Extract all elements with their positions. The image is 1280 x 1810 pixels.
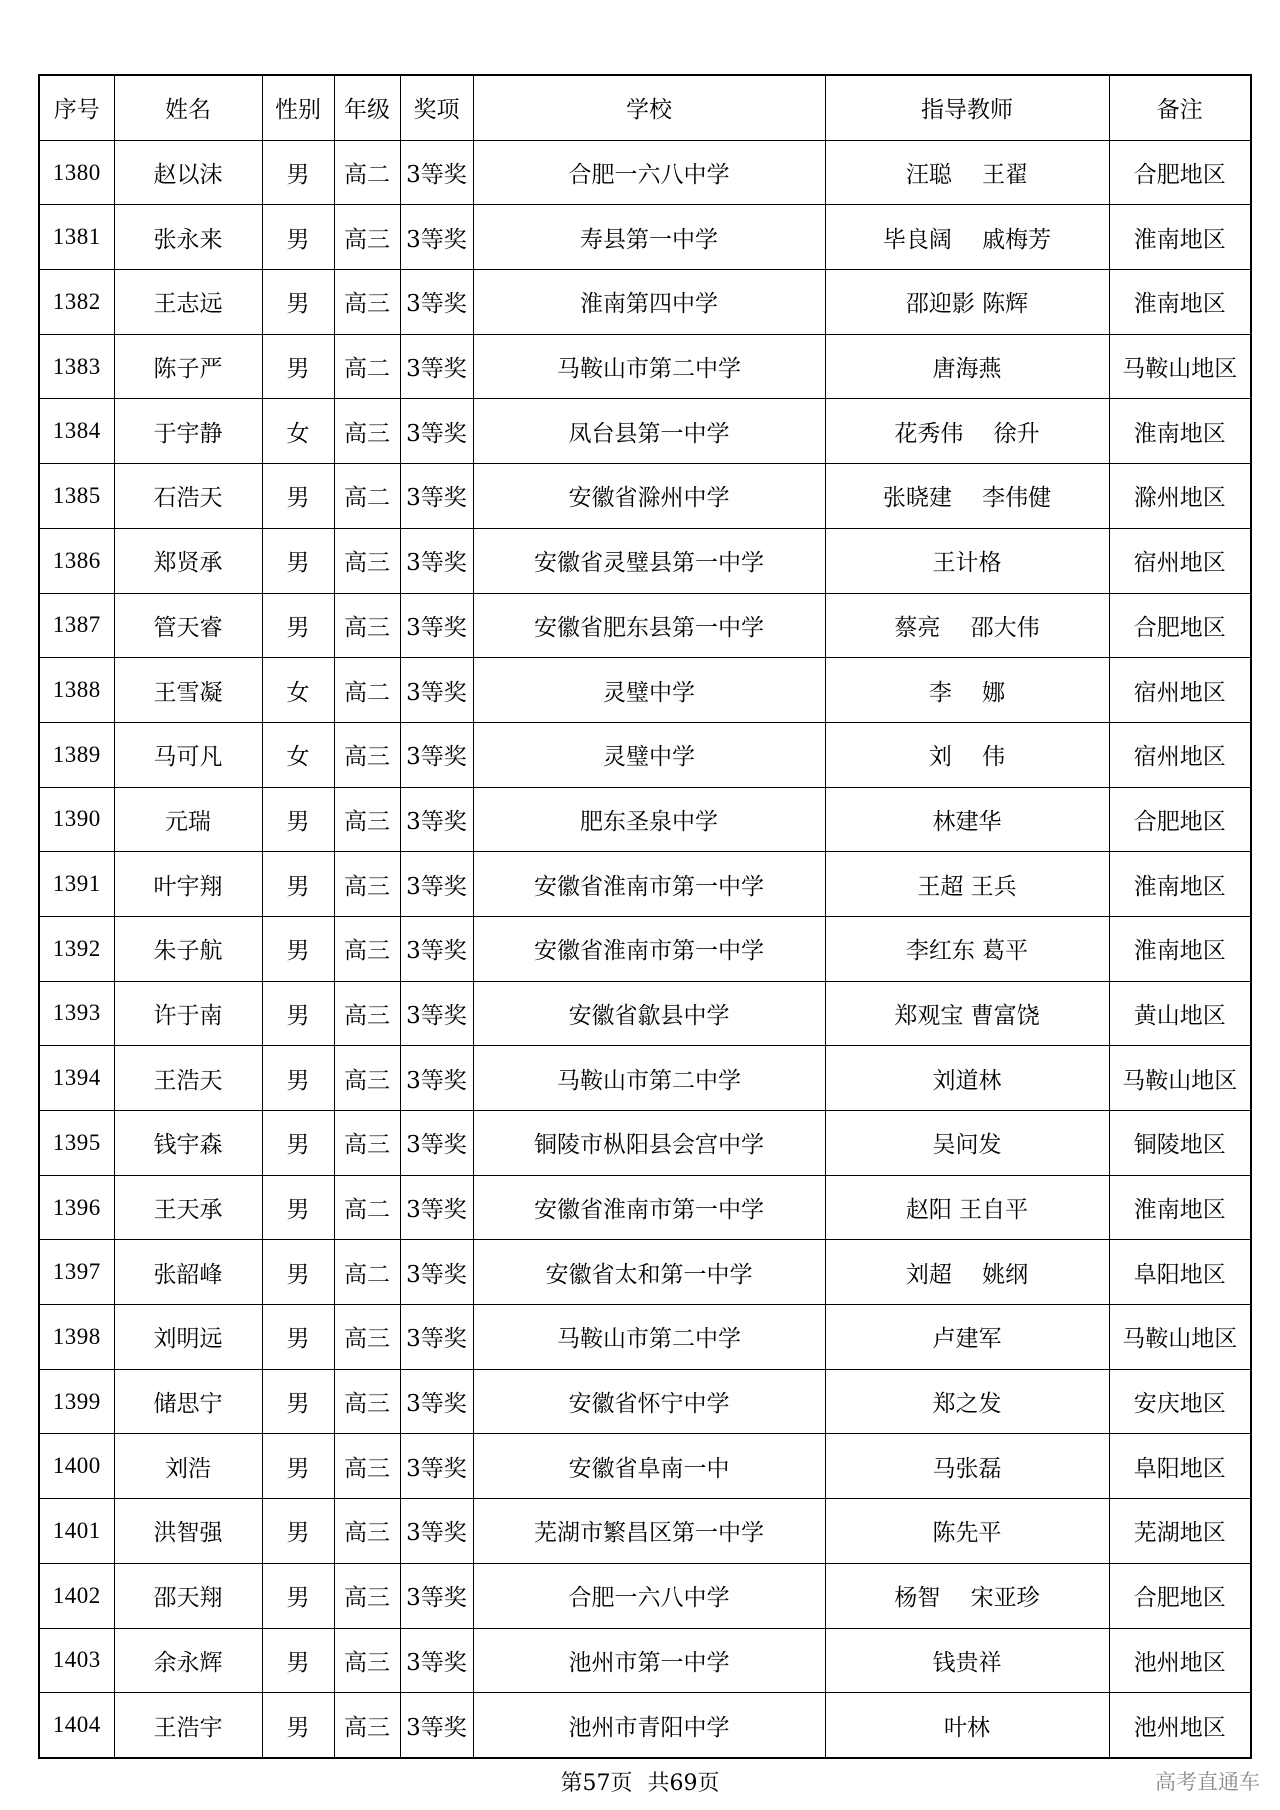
table-row [39, 1628, 1251, 1693]
cell-teacher: 张晓建 李伟健 [825, 464, 1109, 529]
cell-school: 灵璧中学 [473, 658, 825, 723]
cell-name: 王雪凝 [114, 658, 262, 723]
cell-award: 3等奖 [400, 1240, 473, 1305]
cell-number: 1392 [39, 916, 114, 981]
cell-number: 1386 [39, 528, 114, 593]
table-row [39, 1563, 1251, 1628]
cell-award: 3等奖 [400, 464, 473, 529]
cell-region: 淮南地区 [1109, 270, 1251, 335]
table-row [39, 140, 1251, 205]
table-row [39, 1305, 1251, 1370]
header-cell: 性别 [262, 75, 334, 140]
cell-grade: 高二 [334, 1175, 400, 1240]
cell-school: 铜陵市枞阳县会宫中学 [473, 1111, 825, 1176]
cell-award: 3等奖 [400, 140, 473, 205]
table-row [39, 1111, 1251, 1176]
cell-teacher: 卢建军 [825, 1305, 1109, 1370]
cell-gender: 男 [262, 1111, 334, 1176]
cell-teacher: 赵阳 王自平 [825, 1175, 1109, 1240]
cell-grade: 高三 [334, 1628, 400, 1693]
cell-school: 寿县第一中学 [473, 205, 825, 270]
table-row [39, 916, 1251, 981]
table-row [39, 1693, 1251, 1758]
cell-teacher: 唐海燕 [825, 334, 1109, 399]
cell-grade: 高三 [334, 270, 400, 335]
cell-name: 刘明远 [114, 1305, 262, 1370]
cell-teacher: 刘超 姚纲 [825, 1240, 1109, 1305]
cell-number: 1387 [39, 593, 114, 658]
cell-name: 余永辉 [114, 1628, 262, 1693]
cell-award: 3等奖 [400, 334, 473, 399]
cell-name: 管天睿 [114, 593, 262, 658]
cell-region: 淮南地区 [1109, 399, 1251, 464]
cell-award: 3等奖 [400, 787, 473, 852]
cell-grade: 高三 [334, 1563, 400, 1628]
cell-region: 淮南地区 [1109, 852, 1251, 917]
cell-grade: 高三 [334, 981, 400, 1046]
cell-name: 储思宁 [114, 1369, 262, 1434]
cell-number: 1381 [39, 205, 114, 270]
cell-region: 铜陵地区 [1109, 1111, 1251, 1176]
cell-region: 淮南地区 [1109, 1175, 1251, 1240]
cell-teacher: 蔡亮 邵大伟 [825, 593, 1109, 658]
cell-number: 1396 [39, 1175, 114, 1240]
cell-gender: 男 [262, 852, 334, 917]
cell-name: 刘浩 [114, 1434, 262, 1499]
cell-name: 叶宇翔 [114, 852, 262, 917]
cell-teacher: 吴问发 [825, 1111, 1109, 1176]
cell-grade: 高三 [334, 1305, 400, 1370]
table-row [39, 1175, 1251, 1240]
cell-award: 3等奖 [400, 399, 473, 464]
cell-teacher: 李红东 葛平 [825, 916, 1109, 981]
cell-teacher: 陈先平 [825, 1499, 1109, 1564]
cell-teacher: 王超 王兵 [825, 852, 1109, 917]
page-total: 共69页 [647, 1771, 720, 1796]
cell-number: 1389 [39, 722, 114, 787]
cell-number: 1384 [39, 399, 114, 464]
cell-grade: 高三 [334, 1434, 400, 1499]
cell-school: 安徽省淮南市第一中学 [473, 916, 825, 981]
cell-grade: 高三 [334, 852, 400, 917]
cell-grade: 高三 [334, 916, 400, 981]
cell-region: 池州地区 [1109, 1628, 1251, 1693]
cell-school: 池州市青阳中学 [473, 1693, 825, 1758]
cell-number: 1401 [39, 1499, 114, 1564]
header-cell: 备注 [1109, 75, 1251, 140]
cell-award: 3等奖 [400, 916, 473, 981]
cell-teacher: 毕良阔 戚梅芳 [825, 205, 1109, 270]
cell-gender: 女 [262, 658, 334, 723]
cell-number: 1382 [39, 270, 114, 335]
table-row [39, 205, 1251, 270]
cell-award: 3等奖 [400, 1111, 473, 1176]
cell-award: 3等奖 [400, 270, 473, 335]
cell-gender: 男 [262, 1240, 334, 1305]
cell-teacher: 王计格 [825, 528, 1109, 593]
cell-grade: 高三 [334, 1046, 400, 1111]
cell-number: 1385 [39, 464, 114, 529]
table-row [39, 1240, 1251, 1305]
cell-teacher: 刘道林 [825, 1046, 1109, 1111]
cell-region: 安庆地区 [1109, 1369, 1251, 1434]
page-current: 第57页 [560, 1771, 633, 1796]
page-number [0, 1766, 1280, 1797]
cell-number: 1390 [39, 787, 114, 852]
table-row [39, 787, 1251, 852]
cell-school: 芜湖市繁昌区第一中学 [473, 1499, 825, 1564]
cell-number: 1388 [39, 658, 114, 723]
cell-award: 3等奖 [400, 722, 473, 787]
cell-school: 凤台县第一中学 [473, 399, 825, 464]
cell-teacher: 林建华 [825, 787, 1109, 852]
cell-name: 郑贤承 [114, 528, 262, 593]
cell-region: 合肥地区 [1109, 593, 1251, 658]
cell-region: 宿州地区 [1109, 528, 1251, 593]
cell-award: 3等奖 [400, 1369, 473, 1434]
cell-teacher: 钱贵祥 [825, 1628, 1109, 1693]
cell-name: 石浩天 [114, 464, 262, 529]
cell-school: 安徽省滁州中学 [473, 464, 825, 529]
cell-grade: 高三 [334, 593, 400, 658]
cell-grade: 高三 [334, 1111, 400, 1176]
cell-teacher: 杨智 宋亚珍 [825, 1563, 1109, 1628]
cell-grade: 高二 [334, 334, 400, 399]
cell-number: 1391 [39, 852, 114, 917]
cell-school: 池州市第一中学 [473, 1628, 825, 1693]
watermark: 高考直通车 [1155, 1770, 1260, 1794]
cell-teacher: 花秀伟 徐升 [825, 399, 1109, 464]
award-table [38, 74, 1252, 1759]
cell-name: 邵天翔 [114, 1563, 262, 1628]
table-body [39, 140, 1251, 1758]
header-row [39, 75, 1251, 140]
cell-gender: 男 [262, 1628, 334, 1693]
cell-region: 马鞍山地区 [1109, 334, 1251, 399]
cell-name: 于宇静 [114, 399, 262, 464]
cell-number: 1380 [39, 140, 114, 205]
cell-teacher: 刘 伟 [825, 722, 1109, 787]
cell-region: 滁州地区 [1109, 464, 1251, 529]
cell-name: 王浩天 [114, 1046, 262, 1111]
cell-teacher: 郑之发 [825, 1369, 1109, 1434]
cell-school: 马鞍山市第二中学 [473, 334, 825, 399]
cell-grade: 高三 [334, 399, 400, 464]
table-row [39, 658, 1251, 723]
cell-gender: 女 [262, 399, 334, 464]
cell-school: 马鞍山市第二中学 [473, 1305, 825, 1370]
cell-region: 阜阳地区 [1109, 1240, 1251, 1305]
cell-region: 合肥地区 [1109, 140, 1251, 205]
header-cell: 奖项 [400, 75, 473, 140]
cell-teacher: 李 娜 [825, 658, 1109, 723]
cell-region: 芜湖地区 [1109, 1499, 1251, 1564]
cell-number: 1404 [39, 1693, 114, 1758]
cell-name: 元瑞 [114, 787, 262, 852]
cell-gender: 男 [262, 1305, 334, 1370]
cell-award: 3等奖 [400, 1693, 473, 1758]
cell-name: 王天承 [114, 1175, 262, 1240]
cell-gender: 男 [262, 1434, 334, 1499]
cell-school: 安徽省淮南市第一中学 [473, 1175, 825, 1240]
cell-number: 1395 [39, 1111, 114, 1176]
cell-region: 淮南地区 [1109, 205, 1251, 270]
cell-gender: 男 [262, 1563, 334, 1628]
cell-number: 1397 [39, 1240, 114, 1305]
cell-teacher: 叶林 [825, 1693, 1109, 1758]
cell-award: 3等奖 [400, 1628, 473, 1693]
cell-name: 王浩宇 [114, 1693, 262, 1758]
cell-award: 3等奖 [400, 1563, 473, 1628]
cell-name: 张韶峰 [114, 1240, 262, 1305]
cell-region: 阜阳地区 [1109, 1434, 1251, 1499]
cell-region: 宿州地区 [1109, 658, 1251, 723]
header-cell: 姓名 [114, 75, 262, 140]
cell-grade: 高三 [334, 1499, 400, 1564]
table-row [39, 399, 1251, 464]
cell-award: 3等奖 [400, 1305, 473, 1370]
cell-award: 3等奖 [400, 981, 473, 1046]
cell-teacher: 邵迎影 陈辉 [825, 270, 1109, 335]
cell-grade: 高二 [334, 1240, 400, 1305]
table-row [39, 1046, 1251, 1111]
table-row [39, 464, 1251, 529]
cell-grade: 高三 [334, 787, 400, 852]
table-row [39, 981, 1251, 1046]
cell-school: 安徽省肥东县第一中学 [473, 593, 825, 658]
table-row [39, 334, 1251, 399]
cell-name: 钱宇森 [114, 1111, 262, 1176]
cell-gender: 男 [262, 464, 334, 529]
cell-gender: 男 [262, 205, 334, 270]
cell-award: 3等奖 [400, 593, 473, 658]
cell-region: 合肥地区 [1109, 1563, 1251, 1628]
cell-school: 合肥一六八中学 [473, 140, 825, 205]
cell-gender: 男 [262, 1499, 334, 1564]
cell-region: 宿州地区 [1109, 722, 1251, 787]
cell-name: 洪智强 [114, 1499, 262, 1564]
cell-name: 许于南 [114, 981, 262, 1046]
header-cell: 学校 [473, 75, 825, 140]
cell-gender: 男 [262, 1693, 334, 1758]
cell-region: 合肥地区 [1109, 787, 1251, 852]
cell-region: 黄山地区 [1109, 981, 1251, 1046]
table-row [39, 528, 1251, 593]
cell-award: 3等奖 [400, 1046, 473, 1111]
cell-region: 池州地区 [1109, 1693, 1251, 1758]
cell-school: 马鞍山市第二中学 [473, 1046, 825, 1111]
cell-award: 3等奖 [400, 205, 473, 270]
cell-teacher: 汪聪 王翟 [825, 140, 1109, 205]
cell-gender: 男 [262, 1175, 334, 1240]
cell-award: 3等奖 [400, 658, 473, 723]
cell-number: 1399 [39, 1369, 114, 1434]
cell-gender: 男 [262, 787, 334, 852]
cell-gender: 男 [262, 1046, 334, 1111]
cell-gender: 女 [262, 722, 334, 787]
cell-school: 安徽省太和第一中学 [473, 1240, 825, 1305]
cell-grade: 高三 [334, 528, 400, 593]
cell-grade: 高三 [334, 205, 400, 270]
cell-award: 3等奖 [400, 1175, 473, 1240]
table-row [39, 852, 1251, 917]
cell-school: 安徽省淮南市第一中学 [473, 852, 825, 917]
cell-gender: 男 [262, 528, 334, 593]
cell-teacher: 郑观宝 曹富饶 [825, 981, 1109, 1046]
cell-grade: 高二 [334, 140, 400, 205]
cell-school: 安徽省阜南一中 [473, 1434, 825, 1499]
cell-school: 淮南第四中学 [473, 270, 825, 335]
cell-name: 赵以沫 [114, 140, 262, 205]
header-cell: 年级 [334, 75, 400, 140]
cell-number: 1383 [39, 334, 114, 399]
cell-number: 1400 [39, 1434, 114, 1499]
cell-gender: 男 [262, 270, 334, 335]
cell-school: 安徽省歙县中学 [473, 981, 825, 1046]
cell-school: 灵璧中学 [473, 722, 825, 787]
cell-region: 马鞍山地区 [1109, 1046, 1251, 1111]
cell-name: 朱子航 [114, 916, 262, 981]
cell-grade: 高三 [334, 722, 400, 787]
cell-number: 1403 [39, 1628, 114, 1693]
cell-gender: 男 [262, 334, 334, 399]
cell-award: 3等奖 [400, 528, 473, 593]
table-row [39, 1434, 1251, 1499]
cell-grade: 高三 [334, 1369, 400, 1434]
cell-teacher: 马张磊 [825, 1434, 1109, 1499]
award-sheet [38, 74, 1252, 1759]
cell-name: 张永来 [114, 205, 262, 270]
cell-school: 安徽省灵璧县第一中学 [473, 528, 825, 593]
cell-grade: 高二 [334, 658, 400, 723]
cell-school: 肥东圣泉中学 [473, 787, 825, 852]
cell-gender: 男 [262, 981, 334, 1046]
table-row [39, 593, 1251, 658]
table-row [39, 1369, 1251, 1434]
cell-school: 合肥一六八中学 [473, 1563, 825, 1628]
cell-award: 3等奖 [400, 1434, 473, 1499]
cell-grade: 高二 [334, 464, 400, 529]
cell-gender: 男 [262, 593, 334, 658]
cell-number: 1394 [39, 1046, 114, 1111]
cell-gender: 男 [262, 140, 334, 205]
cell-award: 3等奖 [400, 1499, 473, 1564]
header-cell: 指导教师 [825, 75, 1109, 140]
cell-name: 王志远 [114, 270, 262, 335]
table-row [39, 722, 1251, 787]
cell-gender: 男 [262, 916, 334, 981]
cell-number: 1393 [39, 981, 114, 1046]
cell-name: 马可凡 [114, 722, 262, 787]
cell-gender: 男 [262, 1369, 334, 1434]
header-cell: 序号 [39, 75, 114, 140]
cell-grade: 高三 [334, 1693, 400, 1758]
cell-school: 安徽省怀宁中学 [473, 1369, 825, 1434]
table-row [39, 270, 1251, 335]
cell-award: 3等奖 [400, 852, 473, 917]
cell-region: 淮南地区 [1109, 916, 1251, 981]
cell-region: 马鞍山地区 [1109, 1305, 1251, 1370]
cell-number: 1402 [39, 1563, 114, 1628]
cell-name: 陈子严 [114, 334, 262, 399]
cell-number: 1398 [39, 1305, 114, 1370]
table-row [39, 1499, 1251, 1564]
